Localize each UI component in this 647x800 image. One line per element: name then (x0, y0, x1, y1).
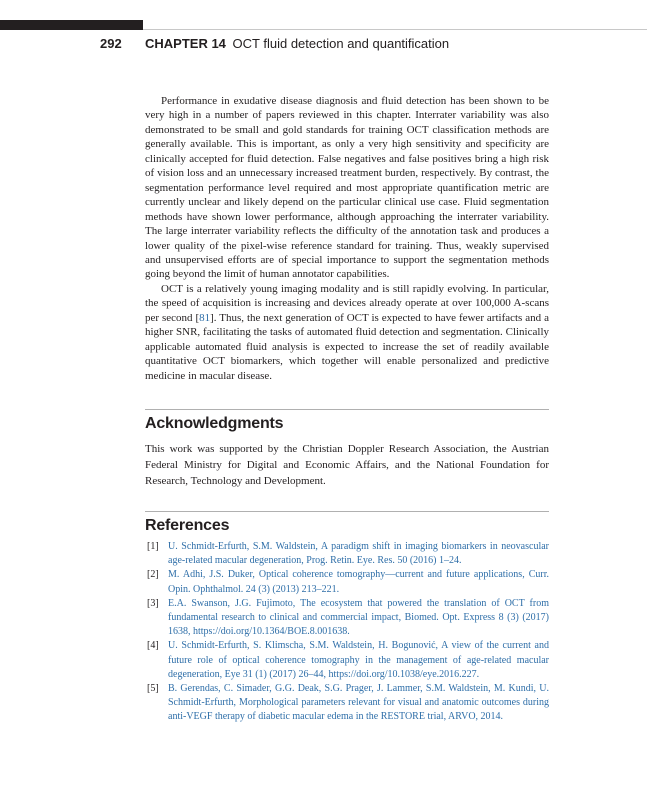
running-head (100, 36, 449, 52)
header-bar (0, 20, 143, 30)
reference-item (145, 597, 549, 640)
reference-item (145, 639, 549, 682)
reference-item (145, 540, 549, 568)
reference-number: [3] (147, 597, 159, 609)
reference-text[interactable]: B. Gerendas, C. Simader, G.G. Deak, S.G. Prager, J. Lammer, S.M. Waldstein, M. Kundi, U. Schmidt-Erfurth, Morphological parameters relevant for visual and anatomic outcomes during anti-VEGF therapy of diabetic macular edema in the RESTORE trial, ARVO, 2014. (168, 683, 549, 723)
reference-text[interactable]: U. Schmidt-Erfurth, S. Klimscha, S.M. Waldstein, H. Bogunović, A view of the current and future role of optical coherence tomography in the management of age-related macular degeneration, Eye 31 (1) (2017) 26–44, https://doi.org/10.1038/eye.2016.227. (168, 640, 549, 680)
references-rule (145, 511, 549, 512)
reference-number: [2] (147, 569, 159, 581)
acknowledgments-rule (145, 409, 549, 410)
chapter-title: OCT fluid detection and quantification (232, 36, 450, 51)
page-number: 292 (100, 36, 122, 51)
reference-item (145, 682, 549, 725)
acknowledgments-heading: Acknowledgments (145, 415, 284, 432)
reference-text[interactable]: M. Adhi, J.S. Duker, Optical coherence tomography—current and future applications, Curr. Opin. Ophthalmol. 24 (3) (2013) 213–221. (168, 569, 549, 595)
reference-list (145, 540, 549, 725)
paragraph-1: Performance in exudative disease diagnosis and fluid detection has been shown to be very high in a number of papers reviewed in this chapter. Interrater variability was also demonstrated to be small and gold standards for training OCT classification methods are generally available. This is important, as only a very high sensitivity and specificity are clinically accepted for fluid detection. False negatives and false positives bring a high risk of vision loss and an unnecessary increased treatment burden, respectively. By contrast, the segmentation performance level required and most appropriate quantification metric are currently unclear and likely depend on the particular clinical use case. Fluid segmentation methods have shown lower performance, although approaching the interrater variability. The large interrater variability reflects the difficulty of the annotation task and produces a lower quality of the pixel-wise reference standard for training. Thus, weakly supervised and unsupervised efforts are of special importance to support the segmentation methods going beyond the limit of human annotator capabilities. (145, 95, 549, 281)
acknowledgments-text: This work was supported by the Christian Doppler Research Association, the Austrian Federal Ministry for Digital and Economic Affairs, and the National Foundation for Research, Technology and Development. (145, 443, 549, 488)
header-rule (143, 29, 647, 30)
reference-item (145, 568, 549, 596)
reference-number: [4] (147, 640, 159, 652)
body-text (145, 94, 549, 383)
paragraph-2-start: OCT is a relatively young imaging modality and is still rapidly evolving. In particular, the speed of acquisition is increasing and devices already operate at over 100,000 A-scans per second [ (145, 282, 549, 324)
paragraph-2 (145, 282, 549, 383)
citation-link[interactable]: 81 (199, 311, 211, 324)
reference-number: [1] (147, 541, 159, 552)
reference-number: [5] (147, 683, 159, 695)
paragraph-2-end: ]. Thus, the next generation of OCT is expected to have fewer artifacts and a higher SNR, facilitating the tasks of automated fluid detection and segmentation. Clinically applicable automated fluid analysis is expected to increase the set of readily available quantitative OCT biomarkers, which together will enable personalized and predictive medicine in macular disease. (145, 311, 549, 382)
reference-text[interactable]: U. Schmidt-Erfurth, S.M. Waldstein, A paradigm shift in imaging biomarkers in neovascular age-related macular degeneration, Prog. Retin. Eye. Res. 50 (2016) 1–24. (168, 541, 549, 567)
chapter-label: CHAPTER 14 (145, 36, 226, 51)
reference-text[interactable]: E.A. Swanson, J.G. Fujimoto, The ecosystem that powered the translation of OCT from fundamental research to clinical and commercial impact, Biomed. Opt. Express 8 (3) (2017) 1638, https://doi.org/10.1364/BOE.8.001638. (168, 597, 549, 638)
references-heading: References (145, 517, 230, 534)
